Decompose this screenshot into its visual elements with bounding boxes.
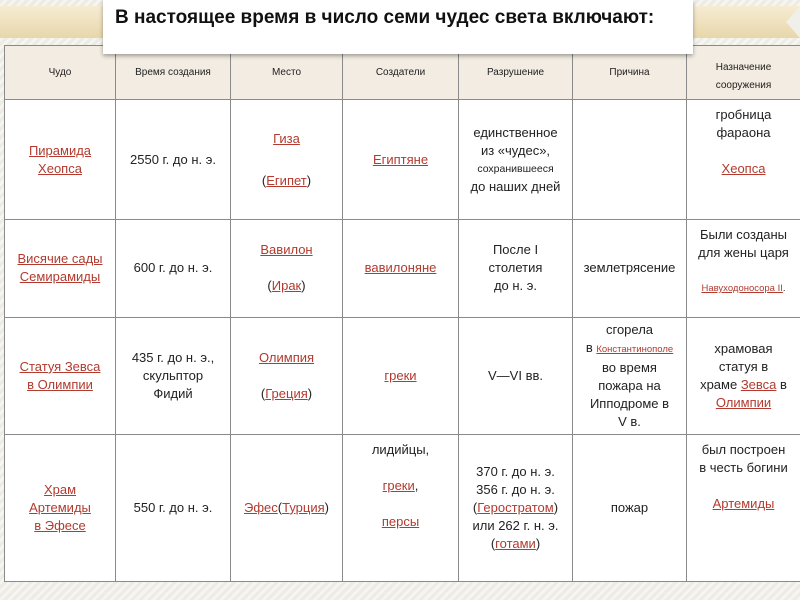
destruction-line: После I (492, 242, 539, 258)
destruction-link[interactable]: Геростратом (477, 499, 554, 515)
creators-link[interactable]: греки (382, 477, 415, 493)
cell-purpose (687, 219, 800, 317)
cell-cause (573, 100, 687, 220)
place-city-link[interactable]: Эфес (243, 499, 278, 515)
cell-cause: землетрясение (573, 219, 687, 317)
wonders-table (4, 45, 800, 582)
paren-open: ( (277, 499, 283, 515)
wonder-link-line1[interactable]: Статуя Зевса (19, 358, 101, 374)
header-place: Место (231, 46, 343, 100)
paren-open: ( (472, 499, 478, 515)
paren-close: ) (301, 278, 306, 294)
cause-link[interactable]: Константинополе (596, 343, 674, 355)
paren-open: ( (490, 535, 496, 551)
cell-wonder[interactable] (5, 434, 116, 581)
creators-line: лидийцы, (371, 441, 430, 457)
cell-time: 2550 г. до н. э. (116, 100, 231, 220)
header-time: Время создания (116, 46, 231, 100)
cell-place (231, 434, 343, 581)
place-country-link[interactable]: Турция (282, 499, 325, 515)
creators-comma: , (414, 477, 419, 493)
destruction-link[interactable]: готами (495, 535, 536, 551)
place-city-link[interactable]: Гиза (273, 130, 300, 146)
cell-time: 600 г. до н. э. (116, 219, 231, 317)
purpose-link[interactable]: Олимпии (715, 394, 772, 410)
cell-purpose (687, 318, 800, 435)
wonder-link-line2[interactable]: Семирамиды (19, 269, 101, 285)
table-row-gardens (5, 219, 800, 317)
paren-close: ) (324, 499, 329, 515)
purpose-link[interactable]: Хеопса (721, 161, 766, 177)
purpose-line: был построен (701, 441, 786, 457)
wonder-link-line3[interactable]: в Эфесе (34, 517, 86, 533)
slide-title: В настоящее время в число семи чудес света включают: (103, 0, 693, 54)
purpose-pre: храме (700, 376, 741, 392)
cell-purpose (687, 434, 800, 581)
cell-place (231, 219, 343, 317)
table-row-pyramid (5, 100, 800, 220)
header-destruction: Разрушение (459, 46, 573, 100)
purpose-post: в (776, 376, 787, 392)
cell-wonder[interactable] (5, 318, 116, 435)
wonder-link-line1[interactable]: Висячие сады (17, 251, 103, 267)
destruction-line: из «чудес», (480, 142, 551, 158)
purpose-line: для жены царя (698, 244, 789, 260)
cell-creators (343, 318, 459, 435)
cell-wonder[interactable] (5, 219, 116, 317)
cell-place (231, 100, 343, 220)
wonder-link-line2[interactable]: в Олимпии (27, 376, 93, 392)
place-city-link[interactable]: Вавилон (260, 242, 313, 258)
destruction-line: 370 г. до н. э. (476, 463, 555, 479)
cell-destruction: V—VI вв. (459, 318, 573, 435)
paren-close: ) (535, 535, 541, 551)
cause-line: во время (602, 359, 657, 375)
destruction-line: 356 г. до н. э. (476, 481, 555, 497)
cell-destruction (459, 100, 573, 220)
table-row-artemis (5, 434, 800, 581)
paren-open: ( (260, 385, 266, 401)
destruction-line: до н. э. (493, 278, 538, 294)
destruction-line: единственное (473, 124, 558, 140)
wonder-link-line1[interactable]: Храм (43, 481, 77, 497)
time-line: скульптор (142, 367, 204, 383)
table-row-zeus (5, 318, 800, 435)
cell-creators (343, 434, 459, 581)
purpose-end: . (782, 282, 786, 294)
purpose-inline-link[interactable]: Зевса (740, 376, 777, 392)
creators-link[interactable]: вавилоняне (364, 260, 437, 276)
destruction-line: или 262 г. н. э. (472, 517, 559, 533)
cell-destruction (459, 219, 573, 317)
paren-close: ) (553, 499, 559, 515)
destruction-line: сохранившееся (477, 162, 554, 175)
place-country-link[interactable]: Египет (266, 172, 307, 188)
header-creators: Создатели (343, 46, 459, 100)
place-country-link[interactable]: Греция (265, 385, 308, 401)
purpose-line: в честь богини (699, 459, 788, 475)
wonder-link-line1[interactable]: Пирамида (28, 142, 92, 158)
header-wonder: Чудо (5, 46, 116, 100)
cause-pre: в (585, 339, 597, 355)
cell-wonder[interactable] (5, 100, 116, 220)
time-line: Фидий (153, 385, 193, 401)
cell-creators (343, 219, 459, 317)
wonder-link-line2[interactable]: Артемиды (29, 499, 91, 515)
header-purpose (687, 46, 800, 100)
paren-close: ) (307, 385, 313, 401)
cell-cause: пожар (573, 434, 687, 581)
purpose-line: Были созданы (699, 226, 788, 242)
destruction-line: столетия (488, 260, 543, 276)
cell-creators (343, 100, 459, 220)
cell-place (231, 318, 343, 435)
destruction-line: до наших дней (470, 178, 561, 194)
header-purpose-line1: Назначение (715, 61, 772, 73)
cause-line: сгорела (605, 321, 654, 337)
paren-close: ) (306, 172, 312, 188)
cause-line: пожара на (598, 377, 661, 393)
place-city-link[interactable]: Олимпия (258, 349, 315, 365)
place-country-link[interactable]: Ирак (271, 278, 302, 294)
time-line: 435 г. до н. э., (131, 349, 215, 365)
header-cause: Причина (573, 46, 687, 100)
paren-open: ( (261, 172, 267, 188)
purpose-line: храмовая (714, 340, 773, 356)
creators-link[interactable]: персы (381, 513, 420, 529)
creators-link[interactable]: греки (384, 367, 417, 383)
cell-purpose (687, 100, 800, 220)
cause-line: V в. (618, 413, 641, 429)
cell-time (116, 318, 231, 435)
header-purpose-line2: сооружения (715, 79, 772, 91)
purpose-line: статуя в (718, 358, 769, 374)
paren-open: ( (267, 278, 272, 294)
purpose-line: гробница (715, 107, 772, 123)
purpose-link[interactable]: Артемиды (712, 495, 775, 511)
cell-cause (573, 318, 687, 435)
purpose-line: фараона (716, 125, 771, 141)
cell-time: 550 г. до н. э. (116, 434, 231, 581)
creators-link[interactable]: Египтяне (372, 151, 429, 167)
cause-line: Ипподроме в (589, 395, 670, 411)
cell-destruction (459, 434, 573, 581)
purpose-link[interactable]: Навуходоносора II (701, 282, 783, 294)
wonder-link-line2[interactable]: Хеопса (38, 160, 82, 176)
